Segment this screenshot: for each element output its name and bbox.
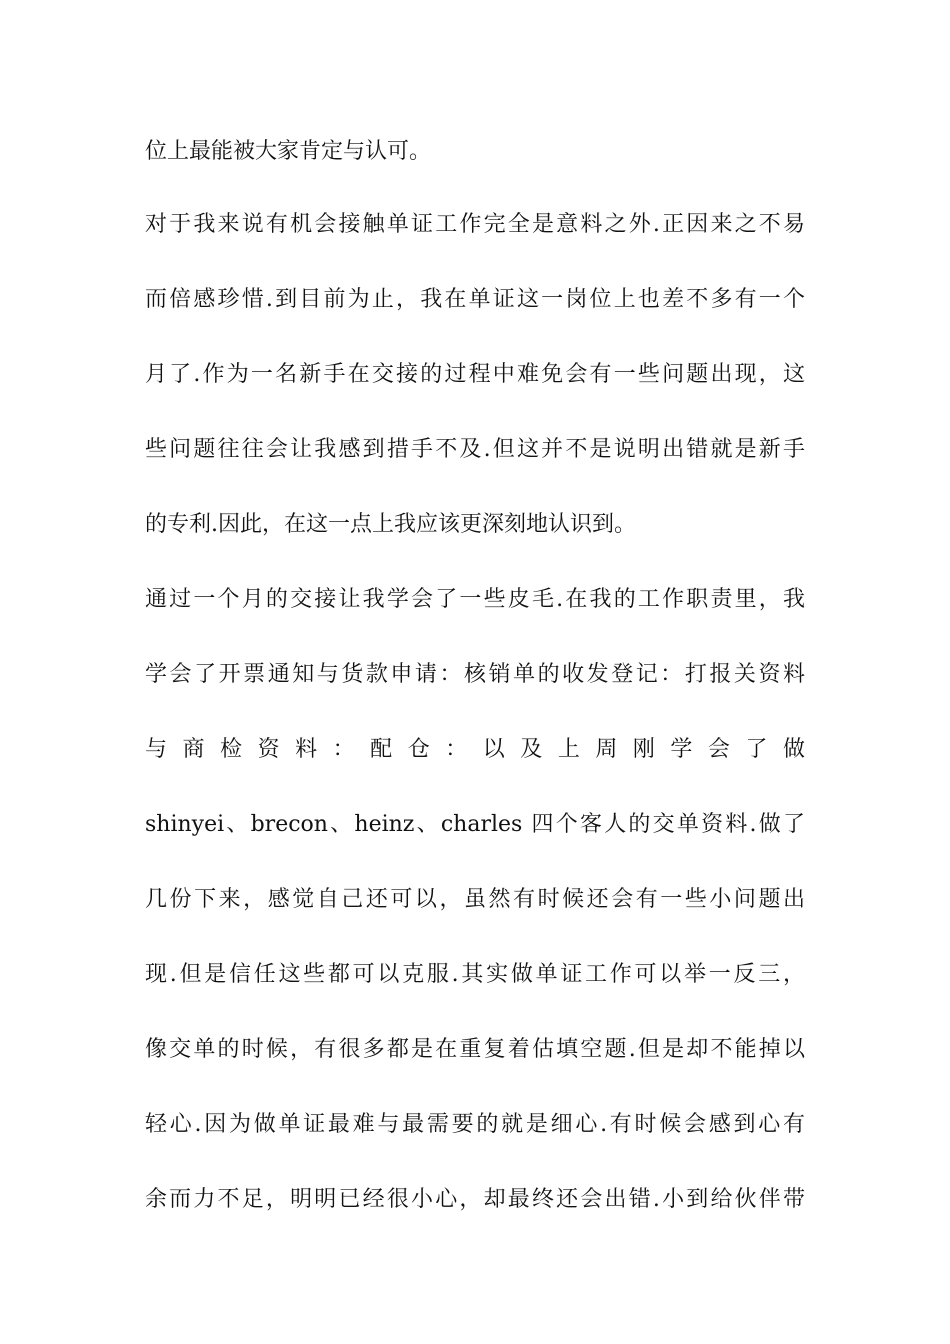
text-line: 月了.作为一名新手在交接的过程中难免会有一些问题出现，这 bbox=[145, 362, 805, 387]
text-line: 余而力不足，明明已经很小心，却最终还会出错.小到给伙伴带 bbox=[145, 1187, 805, 1212]
text-line: 些问题往往会让我感到措手不及.但这并不是说明出错就是新手 bbox=[145, 437, 805, 462]
text-line: 通过一个月的交接让我学会了一些皮毛.在我的工作职责里，我 bbox=[145, 587, 805, 612]
text-line: 对于我来说有机会接触单证工作完全是意料之外.正因来之不易 bbox=[145, 212, 805, 237]
text-line: 的专利.因此，在这一点上我应该更深刻地认识到。 bbox=[145, 512, 636, 537]
text-line: 轻心.因为做单证最难与最需要的就是细心.有时候会感到心有 bbox=[145, 1112, 805, 1137]
text-line: 几份下来，感觉自己还可以，虽然有时候还会有一些小问题出 bbox=[145, 887, 805, 912]
text-line: 位上最能被大家肯定与认可。 bbox=[145, 139, 432, 164]
text-line: 现.但是信任这些都可以克服.其实做单证工作可以举一反三， bbox=[145, 962, 805, 987]
text-line: 而倍感珍惜.到目前为止，我在单证这一岗位上也差不多有一个 bbox=[145, 287, 805, 312]
text-line: 像交单的时候，有很多都是在重复着估填空题.但是却不能掉以 bbox=[145, 1037, 805, 1062]
text-line: 与 商 检 资 料 ： 配 仓 ： 以 及 上 周 刚 学 会 了 做 bbox=[145, 737, 805, 762]
text-line: 学会了开票通知与货款申请：核销单的收发登记：打报关资料 bbox=[145, 662, 805, 687]
text-line: shinyei、brecon、heinz、charles 四个客人的交单资料.做了 bbox=[145, 812, 805, 837]
